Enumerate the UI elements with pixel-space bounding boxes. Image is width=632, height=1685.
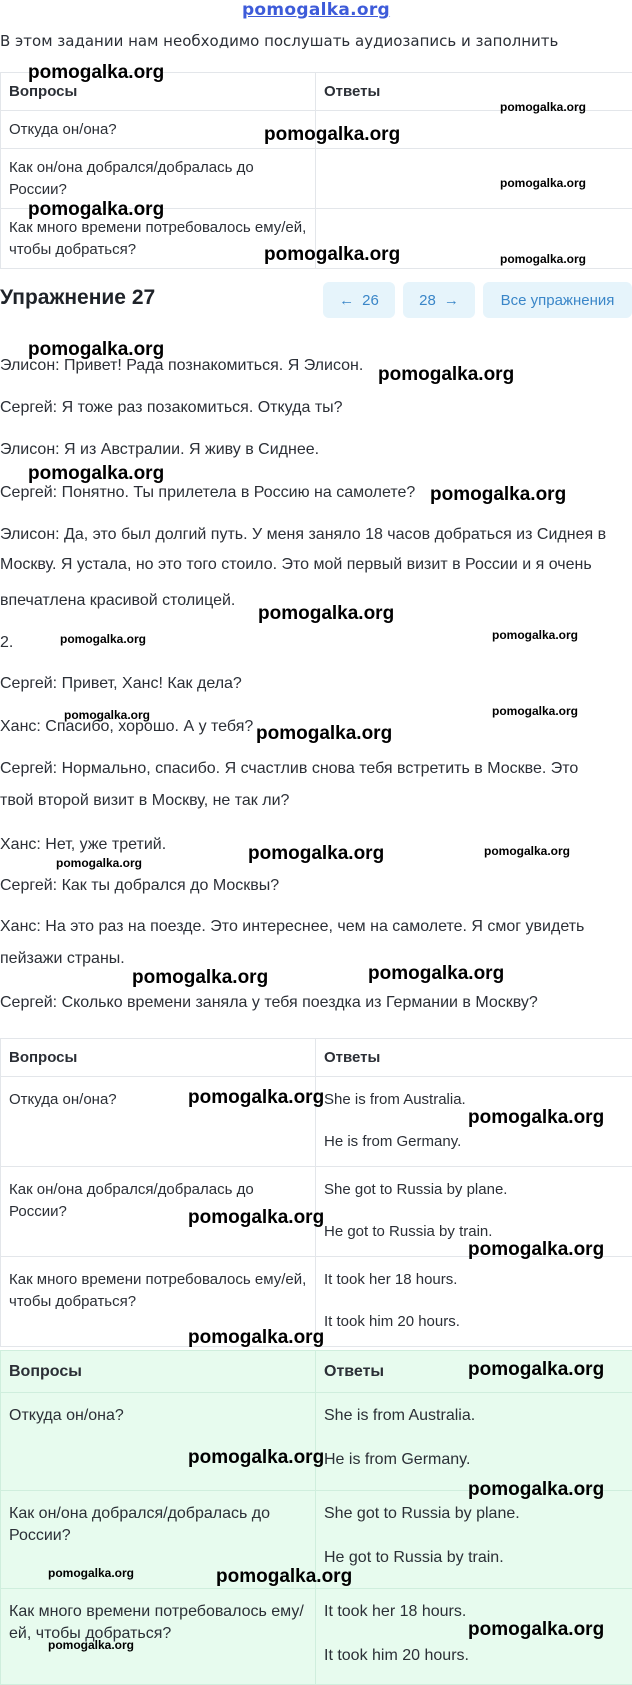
watermark: pomogalka.org (56, 856, 142, 870)
watermark: pomogalka.org (484, 844, 570, 858)
question-cell: Как много времени потребовалось ему/ей, чтобы добраться? (1, 1257, 316, 1347)
answer-line: She got to Russia by plane. (324, 1503, 624, 1525)
answer-line: It took her 18 hours. (324, 1269, 624, 1291)
dialogue-line: Элисон: Я из Австралии. Я живу в Сиднее. (0, 441, 319, 459)
watermark: pomogalka.org (28, 199, 164, 221)
answer-line: He got to Russia by train. (324, 1221, 624, 1243)
intro-text: В этом задании нам необходимо послушать аудиозапись и заполнить (0, 32, 558, 50)
dialogue-line: Сергей: Я тоже раз позакомиться. Откуда ты? (0, 399, 343, 417)
watermark: pomogalka.org (64, 708, 150, 722)
watermark: pomogalka.org (430, 484, 566, 506)
dialogue-line: Сергей: Сколько времени заняла у тебя поездка из Германии в Москву? (0, 994, 538, 1012)
dialogue-line: Сергей: Понятно. Ты прилетела в Россию на самолете? (0, 484, 415, 502)
watermark: pomogalka.org (492, 628, 578, 642)
question-cell: Как он/она добрался/добралась до России? (1, 1167, 316, 1257)
answers-header: Ответы (316, 1039, 632, 1077)
watermark: pomogalka.org (468, 1107, 604, 1129)
answer-line: She is from Australia. (324, 1089, 624, 1111)
dialogue-line: Москву. Я устала, но это того стоило. Это мой первый визит в России и я очень (0, 556, 592, 574)
dialogue-line: Элисон: Привет! Рада познакомиться. Я Элисон. (0, 357, 363, 375)
dialogue-line: впечатлена красивой столицей. (0, 592, 235, 610)
next-exercise-button[interactable] (403, 282, 475, 318)
watermark: pomogalka.org (256, 723, 392, 745)
question-cell: Откуда он/она? (1, 1393, 316, 1491)
all-exercises-label: Все упражнения (501, 292, 615, 309)
watermark: pomogalka.org (188, 1327, 324, 1349)
questions-header: Вопросы (1, 73, 316, 111)
filled-answers-table (0, 1038, 632, 1347)
dialogue-line: Сергей: Как ты добрался до Москвы? (0, 877, 279, 895)
watermark: pomogalka.org (258, 603, 394, 625)
dialogue-line: Ханс: Нет, уже третий. (0, 836, 166, 854)
watermark: pomogalka.org (500, 176, 586, 190)
question-cell: Как он/она добрался/добралась до России? (1, 1491, 316, 1589)
question-cell: Как он/она добрался/добралась до России? (1, 149, 316, 209)
question-cell: Как много времени потребовалось ему/ей, чтобы добраться? (1, 1589, 316, 1685)
watermark: pomogalka.org (468, 1619, 604, 1641)
table-row (1, 1393, 632, 1491)
question-cell: Откуда он/она? (1, 1077, 316, 1167)
watermark: pomogalka.org (188, 1447, 324, 1469)
watermark: pomogalka.org (28, 463, 164, 485)
watermark: pomogalka.org (248, 843, 384, 865)
prev-exercise-button[interactable] (323, 282, 395, 318)
questions-header: Вопросы (1, 1039, 316, 1077)
watermark: pomogalka.org (132, 967, 268, 989)
questions-header: Вопросы (1, 1351, 316, 1393)
answer-line: It took him 20 hours. (324, 1311, 624, 1333)
watermark: pomogalka.org (188, 1207, 324, 1229)
watermark: pomogalka.org (500, 100, 586, 114)
watermark: pomogalka.org (468, 1359, 604, 1381)
answer-cell (316, 1257, 632, 1347)
watermark: pomogalka.org (188, 1087, 324, 1109)
watermark: pomogalka.org (378, 364, 514, 386)
answer-line: She got to Russia by plane. (324, 1179, 624, 1201)
answer-cell (316, 1491, 632, 1589)
answer-cell (316, 1393, 632, 1491)
answers-header: Ответы (316, 1351, 632, 1393)
watermark: pomogalka.org (468, 1479, 604, 1501)
answer-line: It took her 18 hours. (324, 1601, 624, 1623)
all-exercises-button[interactable] (483, 282, 632, 318)
answer-line: She is from Australia. (324, 1405, 624, 1427)
arrow-left-icon: ← (339, 292, 354, 309)
watermark: pomogalka.org (48, 1566, 134, 1580)
watermark: pomogalka.org (500, 252, 586, 266)
watermark: pomogalka.org (368, 963, 504, 985)
dialogue-line: Ханс: На это раз на поезде. Это интереснее, чем на самолете. Я смог увидеть (0, 918, 584, 936)
exercise-title: Упражнение 27 (0, 286, 155, 310)
answer-line: He got to Russia by train. (324, 1547, 624, 1569)
dialogue-line: Сергей: Привет, Ханс! Как дела? (0, 675, 242, 693)
watermark: pomogalka.org (216, 1566, 352, 1588)
prev-exercise-label: 26 (362, 292, 379, 309)
watermark: pomogalka.org (28, 339, 164, 361)
dialogue-line: Элисон: Да, это был долгий путь. У меня заняло 18 часов добраться из Сиднея в (0, 526, 606, 544)
watermark: pomogalka.org (48, 1638, 134, 1652)
watermark: pomogalka.org (492, 704, 578, 718)
dialogue-line: Ханс: Спасибо, хорошо. А у тебя? (0, 718, 253, 736)
watermark: pomogalka.org (468, 1239, 604, 1261)
watermark: pomogalka.org (264, 244, 400, 266)
question-cell: Как много времени потребовалось ему/ей, чтобы добраться? (1, 209, 316, 269)
answer-line: He is from Germany. (324, 1131, 624, 1153)
watermark: pomogalka.org (28, 62, 164, 84)
question-cell: Откуда он/она? (1, 111, 316, 149)
answer-line: It took him 20 hours. (324, 1645, 624, 1667)
next-exercise-label: 28 (419, 292, 436, 309)
dialogue-line: 2. (0, 634, 13, 652)
site-logo[interactable]: pomogalka.org (0, 0, 632, 20)
answer-line: He is from Germany. (324, 1449, 624, 1471)
dialogue-line: твой второй визит в Москву, не так ли? (0, 792, 289, 810)
dialogue-line: пейзажи страны. (0, 950, 125, 968)
watermark: pomogalka.org (60, 632, 146, 646)
dialogue-line: Сергей: Нормально, спасибо. Я счастлив снова тебя встретить в Москве. Это (0, 760, 578, 778)
watermark: pomogalka.org (264, 124, 400, 146)
answers-header: Ответы (316, 73, 632, 111)
arrow-right-icon: → (444, 292, 459, 309)
